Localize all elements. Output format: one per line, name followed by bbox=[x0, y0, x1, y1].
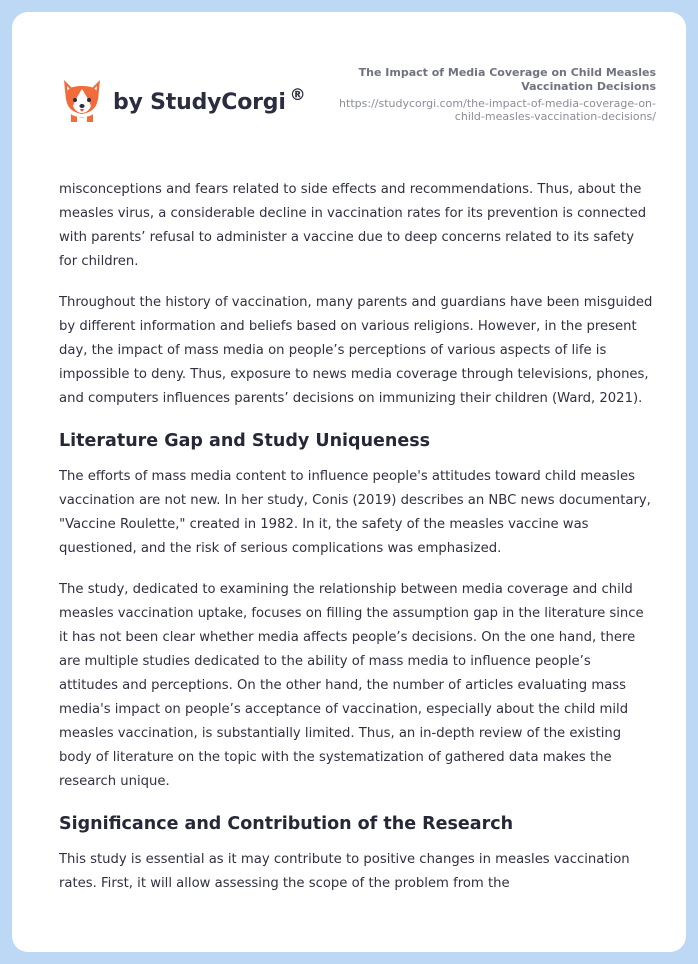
document-meta bbox=[326, 66, 656, 123]
paragraph: Throughout the history of vaccination, many parents and guardians have been misguided by different information and beliefs based on various religions. However, in the present day, the impact of mass media on people’s perceptions of various aspects of life is impossible to deny. Thus, exposure to news media coverage through televisions, phones, and computers influences parents’ decisions on immunizing their children (Ward, 2021). bbox=[59, 295, 653, 406]
document-body bbox=[59, 178, 653, 913]
section-heading: Significance and Contribution of the Research bbox=[59, 814, 514, 834]
registered-mark: ® bbox=[289, 84, 306, 104]
studycorgi-logo[interactable] bbox=[61, 76, 305, 124]
paragraph: misconceptions and fears related to side effects and recommendations. Thus, about the measles virus, a considerable decline in vaccination rates for its prevention is connected with parents’ refusal to administer a vaccine due to deep concerns related to its safety for children. bbox=[59, 182, 647, 269]
corgi-logo-icon bbox=[61, 76, 103, 124]
paragraph: The study, dedicated to examining the relationship between media coverage and child measles vaccination uptake, focuses on filling the assumption gap in the literature since it has not been clear whether media affects people’s decisions. On the one hand, there are multiple studies dedicated to the ability of mass media to influence people’s attitudes and perceptions. On the other hand, the number of articles evaluating mass media's impact on people’s acceptance of vaccination, especially about the child mild measles vaccination, is substantially limited. Thus, an in-depth review of the existing body of literature on the topic with the systematization of gathered data makes the research unique. bbox=[59, 582, 644, 789]
paragraph: The efforts of mass media content to influence people's attitudes toward child measles vaccination are not new. In her study, Conis (2019) describes an NBC news documentary, "Vaccine Roulette," created in 1982. In it, the safety of the measles vaccine was questioned, and the risk of serious complications was emphasized. bbox=[59, 469, 651, 556]
section-heading: Literature Gap and Study Uniqueness bbox=[59, 431, 431, 451]
paragraph: This study is essential as it may contribute to positive changes in measles vaccination rates. First, it will allow assessing the scope of the problem from the bbox=[59, 852, 630, 891]
page-header bbox=[12, 12, 686, 162]
brand-name: by StudyCorgi ® bbox=[113, 84, 306, 115]
document-url[interactable]: https://studycorgi.com/the-impact-of-media-coverage-on-child-measles-vaccination-decisions/ bbox=[339, 97, 656, 123]
document-title: The Impact of Media Coverage on Child Measles Vaccination Decisions bbox=[358, 66, 656, 93]
document-page bbox=[12, 12, 686, 952]
